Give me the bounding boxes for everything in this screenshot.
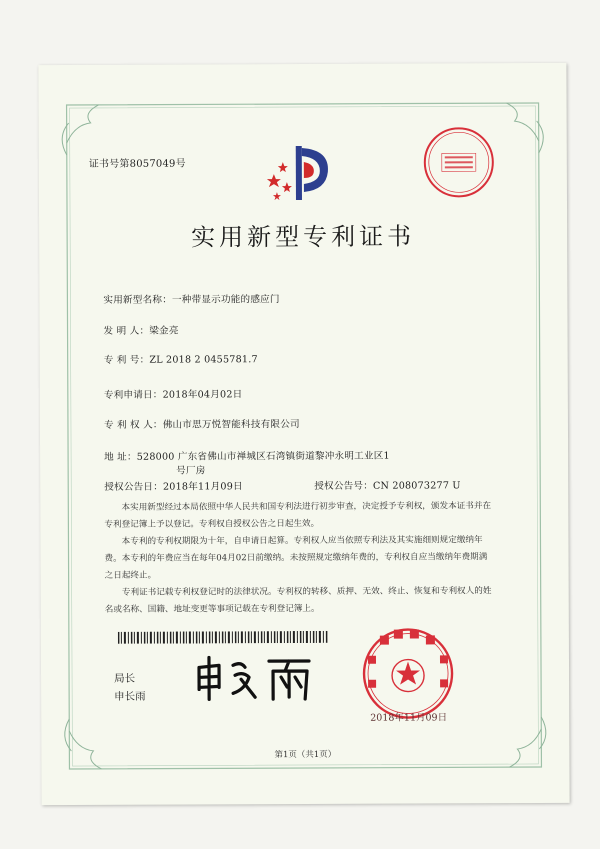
page-number: 第1页（共1页） <box>274 749 337 761</box>
field-grant-date <box>104 478 243 493</box>
field-label: 授权公告日： <box>104 481 164 493</box>
field-value: 2018年04月02日 <box>162 389 243 401</box>
field-label: 授权公告号： <box>314 480 374 492</box>
paragraph-3: 专利证书记载专利权登记时的法律状况。专利权的转移、质押、无效、终止、恢复和专利权人的姓名或名称、国籍、地址变更等事项记载在专利登记簿上。 <box>104 586 492 615</box>
field-application-date <box>104 386 243 401</box>
paragraph-1: 本实用新型经过本局依照中华人民共和国专利法进行初步审查，决定授予专利权，颁发本证书并在专利登记簿上予以登记。专利权自授权公告之日起生效。 <box>104 501 492 530</box>
field-value: 佛山市思万悦智能科技有限公司 <box>162 419 300 431</box>
seal-date: 2018年11月09日 <box>370 712 448 724</box>
field-label: 专 利 权 人： <box>103 419 163 431</box>
field-publication-number <box>314 477 460 492</box>
field-patentee <box>104 416 300 431</box>
field-value: 梁金亮 <box>149 325 179 337</box>
field-value: ZL 2018 2 0455781.7 <box>149 354 258 366</box>
field-label: 专 利 号： <box>103 354 150 366</box>
official-red-seal-icon <box>350 621 466 720</box>
bureau-director-title: 局长 <box>114 672 136 685</box>
field-value: 一种带显示功能的感应门 <box>171 294 280 306</box>
handwritten-signature-icon <box>193 653 318 704</box>
cnipa-logo-icon <box>266 144 331 202</box>
certificate-paper <box>38 63 569 805</box>
field-label: 发 明 人： <box>103 325 150 337</box>
barcode-icon <box>118 631 328 644</box>
document-title: 实用新型专利证书 <box>191 222 416 252</box>
field-patent-number <box>104 351 258 366</box>
field-utility-name <box>103 291 279 306</box>
small-red-seal-icon <box>422 125 496 199</box>
field-label: 地 址： <box>104 451 137 463</box>
field-inventor <box>104 323 179 337</box>
field-label: 实用新型名称： <box>103 294 173 306</box>
field-label: 专利申请日： <box>103 389 163 401</box>
bureau-director-name: 申长雨 <box>114 690 146 703</box>
field-value: 528000 广东省佛山市禅城区石湾镇街道黎冲永明工业区1 <box>136 450 390 463</box>
address-line-2: 号厂房 <box>176 465 206 477</box>
field-address <box>104 448 390 463</box>
field-value: CN 208073277 U <box>372 480 461 492</box>
certificate-number: 证书号第8057049号 <box>88 158 186 170</box>
field-value: 2018年11月09日 <box>162 481 243 493</box>
paragraph-2: 本专利的专利权期限为十年，自申请日起算。专利权人应当依照专利法及其实施细则规定缴纳年费。本专利的年费应当在每年04月02日前缴纳。未按照规定缴纳年费的，专利权自应当缴纳年费期满之日起终止。 <box>104 535 488 581</box>
